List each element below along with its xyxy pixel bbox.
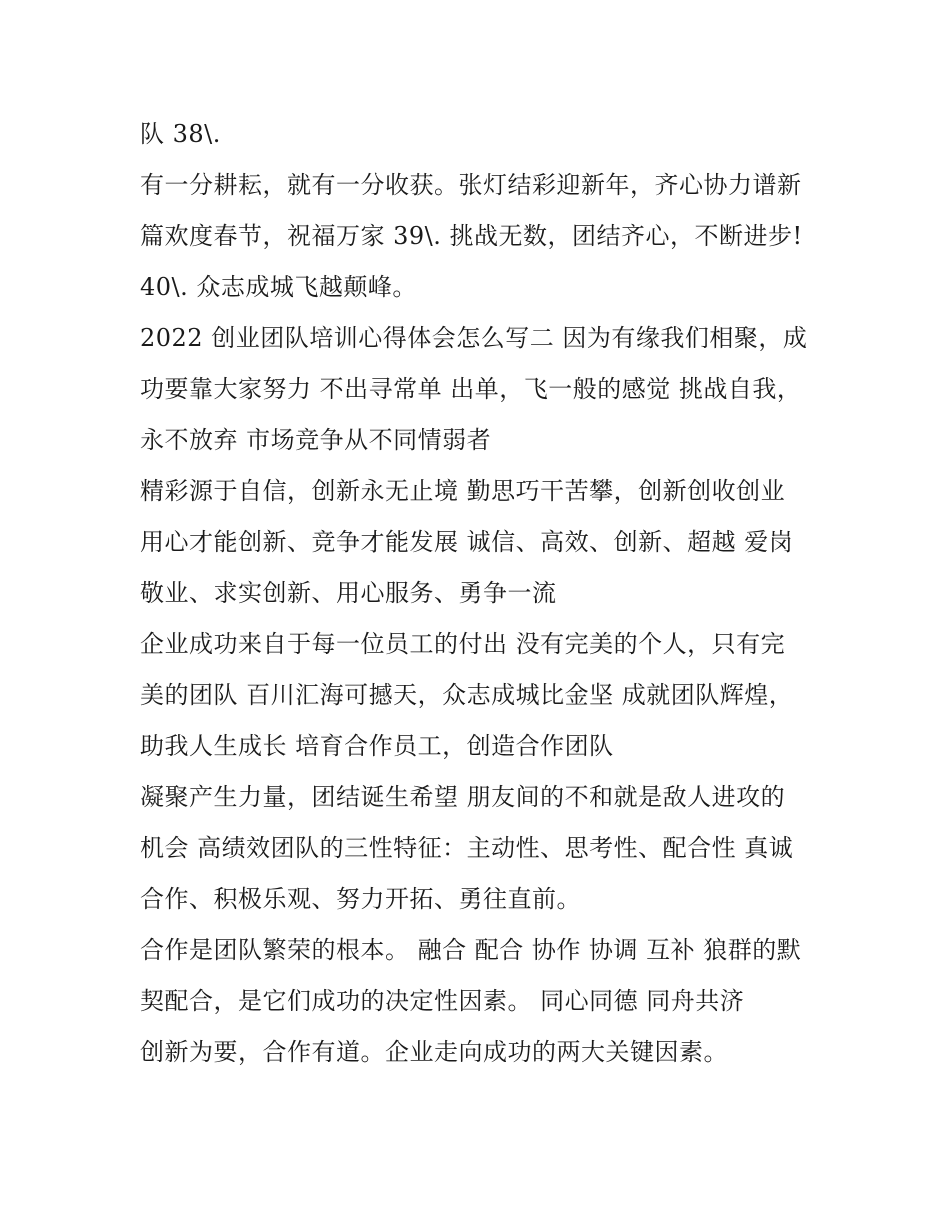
text-line: 精彩源于自信，创新永无止境 勤思巧干苦攀，创新创收创业 bbox=[140, 477, 786, 505]
text-line: 功要靠大家努力 不出寻常单 出单，飞一般的感觉 挑战自我， bbox=[140, 375, 802, 403]
text-line: 合作、积极乐观、努力开拓、勇往直前。 bbox=[140, 885, 581, 913]
text-line: 创新为要，合作有道。企业走向成功的两大关键因素。 bbox=[140, 1038, 728, 1066]
text-line: 永不放弃 市场竞争从不同情弱者 bbox=[140, 426, 492, 454]
text-line: 敬业、求实创新、用心服务、勇争一流 bbox=[140, 579, 557, 607]
text-line: 队 38\. bbox=[140, 120, 221, 148]
text-line: 企业成功来自于每一位员工的付出 没有完美的个人，只有完 bbox=[140, 630, 786, 658]
text-line: 机会 高绩效团队的三性特征：主动性、思考性、配合性 真诚 bbox=[140, 834, 794, 862]
document-body bbox=[140, 109, 820, 1078]
text-line: 有一分耕耘，就有一分收获。张灯结彩迎新年，齐心协力谱新 bbox=[140, 171, 802, 199]
text-line: 助我人生成长 培育合作员工，创造合作团队 bbox=[140, 732, 614, 760]
text-line: 凝聚产生力量，团结诞生希望 朋友间的不和就是敌人进攻的 bbox=[140, 783, 786, 811]
text-line: 用心才能创新、竞争才能发展 诚信、高效、创新、超越 爱岗 bbox=[140, 528, 794, 556]
text-line: 合作是团队繁荣的根本。 融合 配合 协作 协调 互补 狼群的默 bbox=[140, 936, 802, 964]
text-line: 40\. 众志成城飞越颠峰。 bbox=[140, 273, 417, 301]
text-line: 2022 创业团队培训心得体会怎么写二 因为有缘我们相聚，成 bbox=[140, 324, 808, 352]
text-line: 契配合，是它们成功的决定性因素。 同心同德 同舟共济 bbox=[140, 987, 745, 1015]
text-line: 美的团队 百川汇海可撼天，众志成城比金坚 成就团队辉煌， bbox=[140, 681, 794, 709]
text-line: 篇欢度春节，祝福万家 39\. 挑战无数，团结齐心，不断进步! bbox=[140, 222, 803, 250]
